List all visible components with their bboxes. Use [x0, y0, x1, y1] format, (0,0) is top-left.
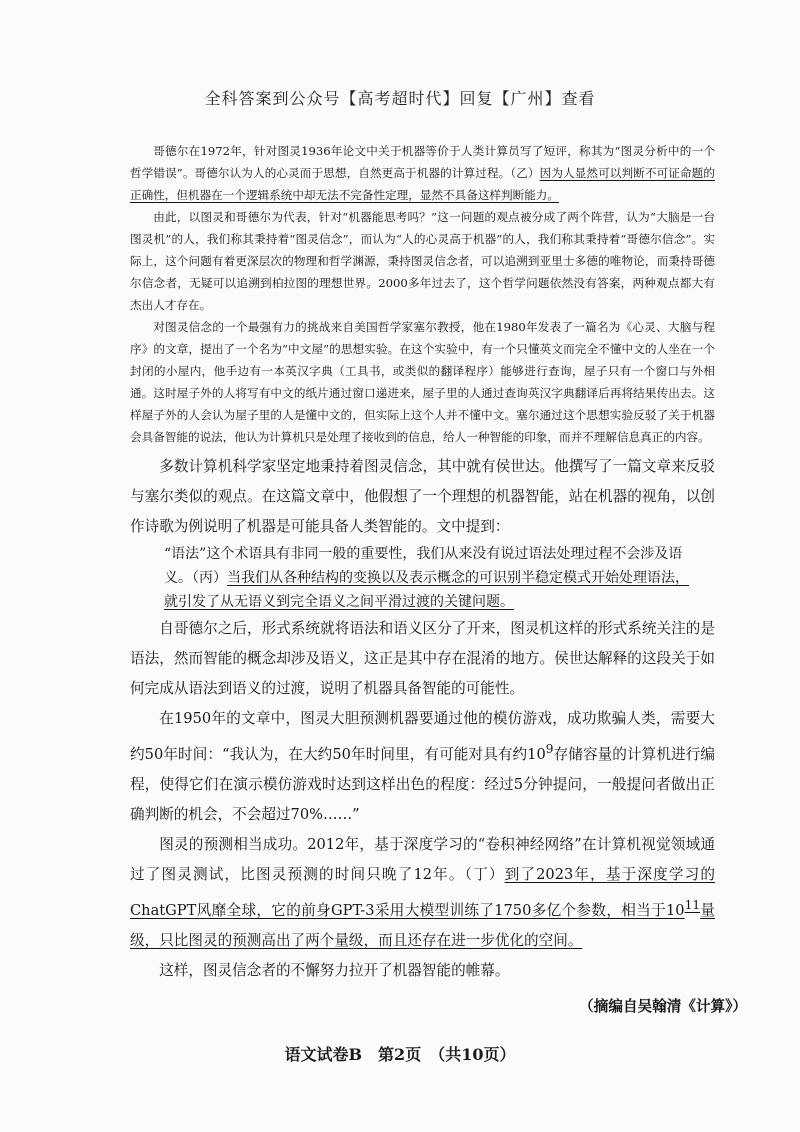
- underlined-sentence-b: 因为人显然可以判断不可证命题的正确性，但机器在一个逻辑系统中却无法不完备性定理，显然不具备这样判断能力。: [130, 166, 715, 202]
- paragraph-conclusion: 这样，图灵信念者的不懈努力拉开了机器智能的帷幕。: [159, 961, 510, 979]
- source-citation: （摘编自吴翰清《计算》）: [579, 997, 747, 1015]
- paragraph-hofstadter: 多数计算机科学家坚定地秉持着图灵信念，其中就有侯世达。他撰写了一篇文章来反驳与塞尔类似的观点。在这篇文章中，他假想了一个理想的机器智能，站在机器的视角，以创作诗歌为例说明了机器是可能具备人类智能的。文中提到：: [130, 458, 715, 535]
- printed-section: [130, 452, 747, 1022]
- paragraph-goedel-text: 哥德尔在1972年，针对图灵1936年论文中关于机器等价于人类计算员写了短评，称其为“图灵分析中的一个哲学错误”。哥德尔认为人的心灵而于思想，自然更高于机器的计算过程。（乙）: [130, 144, 715, 180]
- prediction-text-a: 在1950年的文章中，图灵大胆预测机器要通过他的模仿游戏，成功欺骗人类，需要大约50年时间：“我认为，在大约50年时间里，有可能对具有约10: [130, 710, 715, 763]
- article-body: [130, 140, 747, 1022]
- paragraph-prediction-success: [130, 830, 715, 956]
- exponent-9: 9: [545, 742, 554, 756]
- exponent-11: 11: [684, 897, 701, 912]
- page-footer: 语文试卷B 第2页 （共10页）: [284, 1045, 516, 1064]
- paragraph-two-camps: 由此，以图灵和哥德尔为代表，针对“机器能思考吗？”这一问题的观点被分成了两个阵营，认为“大脑是一台图灵机”的人，我们称其秉持着“图灵信念”，而认为“人的心灵高于机器”的人，我们称其秉持着“哥德尔信念”。实际上，这个问题有着更深层次的物理和哲学渊源，秉持图灵信念者，可以追溯到亚里士多德的唯物论，而秉持哥德尔信念者，无疑可以追溯到柏拉图的理想世界。2000多年过去了，这个哲学问题依然没有答案，两种观点都大有杰出人才存在。: [130, 210, 715, 312]
- prediction-text-b: 存储容量的计算机进行编程，使得它们在演示模仿游戏时达到这样出色的程度：经过5分钟提问，一般提问者做出正确判断的机会，不会超过70%……”: [130, 745, 715, 823]
- paragraph-chinese-room: 对图灵信念的一个最强有力的挑战来自美国哲学家塞尔教授，他在1980年发表了一篇名为《心灵、大脑与程序》的文章，提出了一个名为“中文屋”的思想实验。在这个实验中，有一个只懂英文而完全不懂中文的人坐在一个封闭的小屋内，他手边有一本英汉字典（工具书，或类似的翻译程序）能够进行查询，屋子只有一个窗口与外相通。这时屋子外的人将写有中文的纸片通过窗口递进来，屋子里的人通过查询英汉字典翻译后再将结果传出去。这样屋子外的人会认为屋子里的人是懂中文的，但实际上这个人并不懂中文。塞尔通过这个思想实验反驳了关于机器会具备智能的说法，他认为计算机只是处理了接收到的信息，给人一种智能的印象，而并不理解信息真正的内容。: [130, 320, 715, 444]
- paragraph-goedel: [130, 140, 715, 206]
- underlined-sentence-d-b: 量级，只比图灵的预测高出了两个量级，而且还存在进一步优化的空间。: [130, 901, 715, 949]
- underlined-sentence-c: 当我们从各种结构的变换以及表示概念的可识别半稳定模式开始处理语法，就引发了从无语义到完全语义之间平滑过渡的关键问题。: [164, 570, 689, 610]
- watermark-banner: 全科答案到公众号【高考超时代】回复【广州】查看: [204, 89, 596, 108]
- success-text: 图灵的预测相当成功。2012年，基于深度学习的“卷积神经网络”在计算机视觉领域通过了图灵测试，比图灵预测的时间只晚了12年。（丁）: [130, 835, 715, 883]
- quote-text: “语法”这个术语具有非同一般的重要性，我们从来没有说过语法处理过程不会涉及语义。（丙）: [164, 546, 683, 586]
- paragraph-turing-prediction: [130, 704, 715, 830]
- underlined-sentence-d-a: 到了2023年，基于深度学习的ChatGPT风靡全球，它的前身GPT-3采用大模型训练了1750多亿个参数，相当于10: [130, 865, 715, 919]
- handwritten-section: [130, 140, 715, 448]
- block-quote: [164, 542, 697, 614]
- paragraph-syntax-semantics: 自哥德尔之后，形式系统就将语法和语义区分了开来，图灵机这样的形式系统关注的是语法，然而智能的概念却涉及语义，这正是其中存在混淆的地方。侯世达解释的这段关于如何完成从语法到语义的过渡，说明了机器具备智能的可能性。: [130, 620, 715, 697]
